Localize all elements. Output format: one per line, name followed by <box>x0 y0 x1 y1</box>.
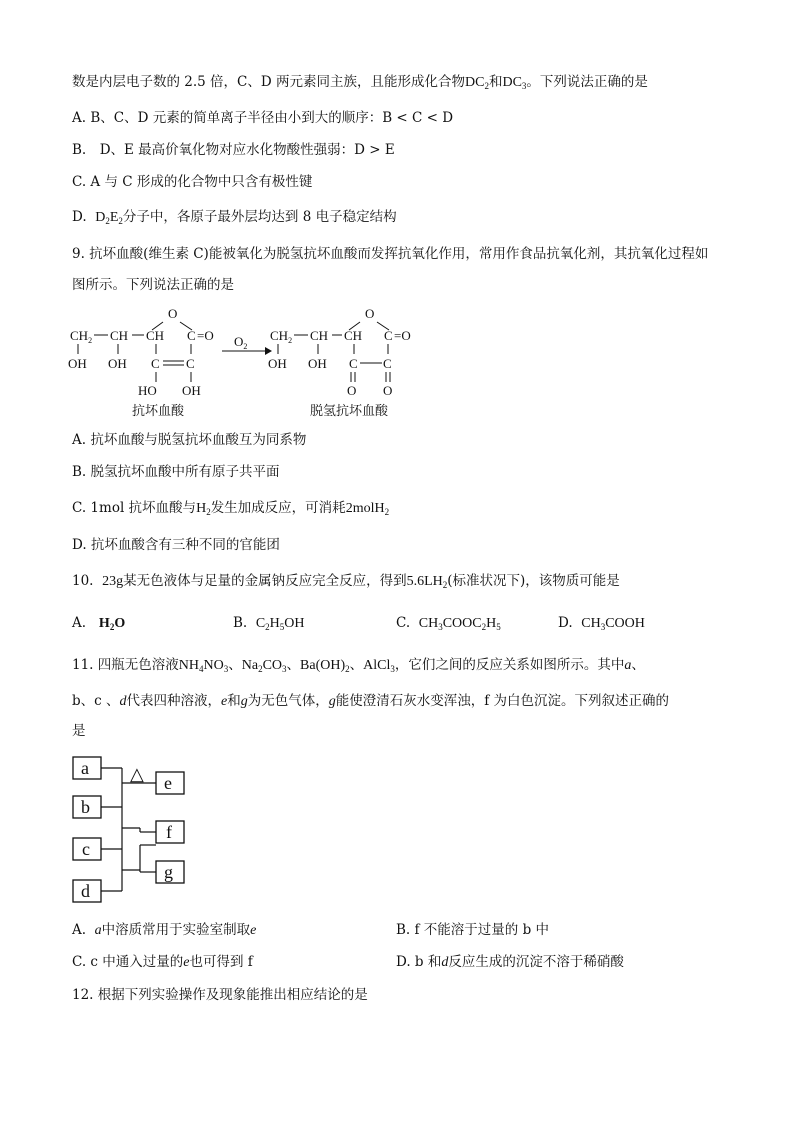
heat-symbol: △ <box>130 764 144 784</box>
ketone-o-right-1: O <box>347 383 357 398</box>
box-f-label: f <box>166 822 172 842</box>
oh-left-3: OH <box>182 383 201 398</box>
q8-option-c: C. A 与 C 形成的化合物中只含有极性键 <box>72 174 313 190</box>
box-e-label: e <box>164 773 172 793</box>
q9-option-c: C. 1mol 抗坏血酸与$H_2$发生加成反应，可消耗2molH$_2$ <box>72 500 390 517</box>
oh-right-2: OH <box>308 356 327 371</box>
box-c-label: c <box>82 839 90 859</box>
oh-left-2: OH <box>108 356 127 371</box>
reaction-svg <box>60 300 440 425</box>
q10-option-d: D. $CH_3COOH$ <box>558 615 645 632</box>
q9-option-b: B. 脱氢抗坏血酸中所有原子共平面 <box>72 464 280 480</box>
q10-stem: 10. 23g某无色液体与足量的金属钠反应完全反应，得到$5.6LH_2$(标准状况下)，该物质可能是 <box>72 573 620 590</box>
c-ring-left-1: C <box>151 356 160 371</box>
q12-stem: 12. 根据下列实验操作及现象能推出相应结论的是 <box>72 987 368 1003</box>
ch-left-2: CH <box>146 328 165 343</box>
formula-dc3: $DC_3$ <box>502 75 527 91</box>
q9-option-d: D. 抗坏血酸含有三种不同的官能团 <box>72 537 280 553</box>
q11-option-b: B. f 不能溶于过量的 b 中 <box>396 922 550 938</box>
q8-option-b: B. D、E 最高价氧化物对应水化物酸性强弱：D > E <box>72 142 395 158</box>
q9-option-a: A. 抗坏血酸与脱氢抗坏血酸互为同系物 <box>72 432 307 448</box>
q11-stem-line3: 是 <box>72 723 86 739</box>
oh-right-1: OH <box>268 356 287 371</box>
label-ascorbic-acid: 抗坏血酸 <box>132 404 185 419</box>
q8-option-a: A. B、C、D 元素的简单离子半径由小到大的顺序：B < C < D <box>72 110 454 126</box>
formula-d2e2: $D_2E_2$ <box>95 210 123 226</box>
q9-stem-line1: 9. 抗坏血酸(维生素 C)能被氧化为脱氢抗坏血酸而发挥抗氧化作用，常用作食品抗氧化剂，其抗氧化过程如 <box>72 246 709 262</box>
c-carbonyl-right: C <box>384 328 393 343</box>
q9-stem-line2: 图所示。下列说法正确的是 <box>72 277 234 293</box>
q11-option-a: A. a中溶质常用于实验室制取e <box>72 922 257 938</box>
ho-left: HO <box>138 383 157 398</box>
q11-option-d: D. b 和d反应生成的沉淀不溶于稀硝酸 <box>396 954 624 970</box>
q10-option-b: B. $C_2H_5OH$ <box>233 615 305 632</box>
flowchart-svg <box>70 755 200 905</box>
q8-option-d: D. $D_2E_2$分子中，各原子最外层均达到 8 电子稳定结构 <box>72 209 397 226</box>
c-carbonyl-left: C <box>187 328 196 343</box>
box-g-label: g <box>164 862 173 882</box>
c-ring-right-1: C <box>349 356 358 371</box>
carbonyl-o-left: =O <box>197 328 214 343</box>
formula-dc2: $DC_2$ <box>465 75 489 91</box>
ch2-right: $CH_2$ <box>270 328 293 345</box>
c-ring-left-2: C <box>186 356 195 371</box>
q10-option-a: A. $H_2O$ <box>72 615 126 632</box>
box-d-label: d <box>81 881 90 901</box>
q11-option-c: C. c 中通入过量的e也可得到 f <box>72 954 253 970</box>
box-b-label: b <box>81 797 90 817</box>
carbonyl-o-right: =O <box>394 328 411 343</box>
ketone-o-right-2: O <box>383 383 393 398</box>
oh-left-1: OH <box>68 356 87 371</box>
ch-right-2: CH <box>344 328 363 343</box>
q11-stem-line1: 11. 四瓶无色溶液$NH_4NO_3$、$Na_2CO_3$、$Ba(OH)_2$、AlCl$_3$，它们之间的反应关系如图所示。其中a、 <box>72 657 645 674</box>
q8-stem: 数是内层电子数的 2.5 倍，C、D 两元素同主族，且能形成化合物$DC_2$和$DC_3$。下列说法正确的是 <box>72 74 648 91</box>
ring-o-left: O <box>168 306 178 321</box>
q8-stem-text: 数是内层电子数的 2.5 倍，C、D 两元素同主族，且能形成化合物 <box>72 74 465 90</box>
ring-o-right: O <box>365 306 375 321</box>
q11-stem-line2: b、c 、d代表四种溶液，e和g为无色气体，g能使澄清石灰水变浑浊，f 为白色沉淀。下列叙述正确的 <box>72 693 670 709</box>
q10-option-c: C. $CH_3COOC_2H_5$ <box>396 615 501 632</box>
reaction-diagram <box>60 300 440 425</box>
reaction-flowchart <box>70 755 200 905</box>
ch2-left: $CH_2$ <box>70 328 93 345</box>
c-ring-right-2: C <box>383 356 392 371</box>
reagent-o2: $O_2$ <box>234 334 248 351</box>
box-a-label: a <box>81 758 89 778</box>
label-dehydroascorbic-acid: 脱氢抗坏血酸 <box>310 404 389 419</box>
ch-left-1: CH <box>110 328 129 343</box>
ch-right-1: CH <box>310 328 329 343</box>
